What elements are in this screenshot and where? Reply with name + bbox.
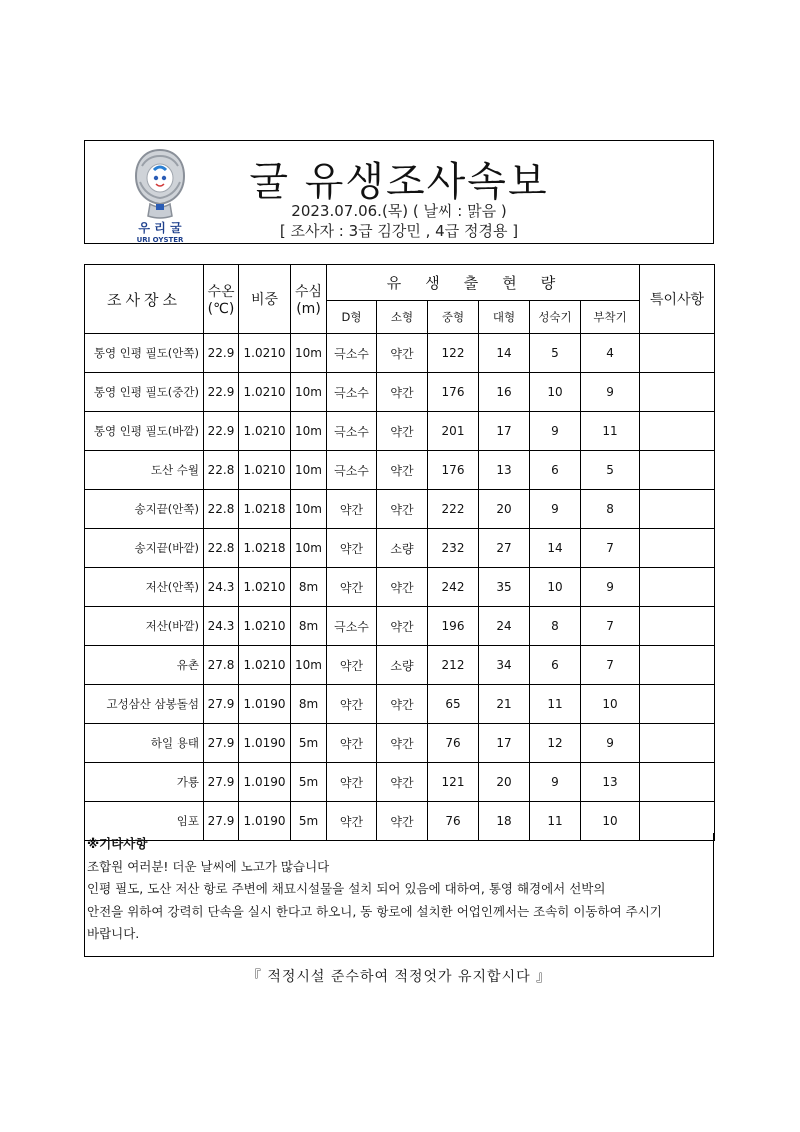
depth-cell: 5m bbox=[291, 763, 327, 802]
d-type-cell: 약간 bbox=[327, 802, 377, 841]
temp-cell: 27.9 bbox=[204, 763, 239, 802]
notes-line: 조합원 여러분! 더운 날씨에 노고가 많습니다 bbox=[87, 858, 330, 874]
medium-cell: 212 bbox=[428, 646, 479, 685]
sg-cell: 1.0190 bbox=[239, 685, 291, 724]
large-cell: 17 bbox=[479, 724, 530, 763]
col-small-header: 소형 bbox=[377, 301, 428, 334]
medium-cell: 121 bbox=[428, 763, 479, 802]
notes-heading: ※기타사항 bbox=[87, 836, 148, 851]
sg-cell: 1.0190 bbox=[239, 724, 291, 763]
temp-cell: 22.8 bbox=[204, 529, 239, 568]
attachment-cell: 4 bbox=[581, 334, 640, 373]
small-cell: 약간 bbox=[377, 568, 428, 607]
small-cell: 약간 bbox=[377, 802, 428, 841]
table-row bbox=[85, 607, 715, 646]
attachment-cell: 8 bbox=[581, 490, 640, 529]
medium-cell: 201 bbox=[428, 412, 479, 451]
medium-cell: 122 bbox=[428, 334, 479, 373]
logo-name-ko: 우 리 굴 bbox=[138, 221, 182, 235]
table-row bbox=[85, 763, 715, 802]
larvae-survey-table bbox=[84, 264, 715, 841]
sg-cell: 1.0210 bbox=[239, 412, 291, 451]
mature-cell: 5 bbox=[530, 334, 581, 373]
depth-cell: 10m bbox=[291, 529, 327, 568]
medium-cell: 176 bbox=[428, 373, 479, 412]
remark-cell bbox=[640, 763, 715, 802]
mature-cell: 9 bbox=[530, 412, 581, 451]
large-cell: 24 bbox=[479, 607, 530, 646]
medium-cell: 76 bbox=[428, 724, 479, 763]
medium-cell: 232 bbox=[428, 529, 479, 568]
sg-cell: 1.0190 bbox=[239, 763, 291, 802]
remark-cell bbox=[640, 529, 715, 568]
table-row bbox=[85, 490, 715, 529]
depth-cell: 8m bbox=[291, 685, 327, 724]
temp-cell: 27.8 bbox=[204, 646, 239, 685]
notes-line: 바랍니다. bbox=[87, 926, 140, 941]
temp-cell: 22.8 bbox=[204, 490, 239, 529]
location-cell: 저산(바깥) bbox=[85, 607, 204, 646]
table-row bbox=[85, 412, 715, 451]
attachment-cell: 9 bbox=[581, 373, 640, 412]
attachment-cell: 10 bbox=[581, 802, 640, 841]
d-type-cell: 약간 bbox=[327, 724, 377, 763]
remark-cell bbox=[640, 607, 715, 646]
mature-cell: 10 bbox=[530, 373, 581, 412]
d-type-cell: 약간 bbox=[327, 763, 377, 802]
temp-cell: 27.9 bbox=[204, 802, 239, 841]
mature-cell: 12 bbox=[530, 724, 581, 763]
large-cell: 14 bbox=[479, 334, 530, 373]
remark-cell bbox=[640, 412, 715, 451]
large-cell: 34 bbox=[479, 646, 530, 685]
attachment-cell: 7 bbox=[581, 529, 640, 568]
depth-cell: 8m bbox=[291, 607, 327, 646]
medium-cell: 242 bbox=[428, 568, 479, 607]
small-cell: 약간 bbox=[377, 724, 428, 763]
col-depth-header bbox=[291, 265, 327, 334]
temp-cell: 24.3 bbox=[204, 568, 239, 607]
col-large-header: 대형 bbox=[479, 301, 530, 334]
sg-cell: 1.0210 bbox=[239, 334, 291, 373]
col-specific-gravity-header: 비중 bbox=[239, 265, 291, 334]
location-cell: 고성삼산 삼봉돌섬 bbox=[85, 685, 204, 724]
location-cell: 도산 수월 bbox=[85, 451, 204, 490]
medium-cell: 76 bbox=[428, 802, 479, 841]
attachment-cell: 7 bbox=[581, 607, 640, 646]
sg-cell: 1.0218 bbox=[239, 529, 291, 568]
location-cell: 통영 인평 필도(안쪽) bbox=[85, 334, 204, 373]
mature-cell: 11 bbox=[530, 802, 581, 841]
mature-cell: 9 bbox=[530, 763, 581, 802]
temp-cell: 22.9 bbox=[204, 373, 239, 412]
mature-cell: 9 bbox=[530, 490, 581, 529]
small-cell: 약간 bbox=[377, 685, 428, 724]
location-cell: 하일 용태 bbox=[85, 724, 204, 763]
water-temp-unit: (℃) bbox=[207, 301, 235, 317]
notes-line: 인평 필도, 도산 저산 항로 주변에 채묘시설물을 설치 되어 있음에 대하여, 통영 해경에서 선박의 bbox=[87, 881, 606, 896]
remark-cell bbox=[640, 568, 715, 607]
depth-cell: 10m bbox=[291, 412, 327, 451]
sg-cell: 1.0210 bbox=[239, 607, 291, 646]
mature-cell: 8 bbox=[530, 607, 581, 646]
sg-cell: 1.0210 bbox=[239, 646, 291, 685]
table-row bbox=[85, 373, 715, 412]
col-d-type-header: D형 bbox=[327, 301, 377, 334]
mature-cell: 10 bbox=[530, 568, 581, 607]
mature-cell: 14 bbox=[530, 529, 581, 568]
depth-cell: 10m bbox=[291, 373, 327, 412]
location-cell: 송지끝(바깥) bbox=[85, 529, 204, 568]
attachment-cell: 13 bbox=[581, 763, 640, 802]
table-row bbox=[85, 568, 715, 607]
depth-cell: 5m bbox=[291, 724, 327, 763]
depth-label: 수심 bbox=[294, 284, 323, 300]
d-type-cell: 약간 bbox=[327, 685, 377, 724]
d-type-cell: 극소수 bbox=[327, 373, 377, 412]
temp-cell: 24.3 bbox=[204, 607, 239, 646]
d-type-cell: 약간 bbox=[327, 646, 377, 685]
attachment-cell: 11 bbox=[581, 412, 640, 451]
mature-cell: 6 bbox=[530, 451, 581, 490]
small-cell: 약간 bbox=[377, 412, 428, 451]
col-water-temp-header bbox=[204, 265, 239, 334]
sg-cell: 1.0190 bbox=[239, 802, 291, 841]
large-cell: 35 bbox=[479, 568, 530, 607]
small-cell: 약간 bbox=[377, 451, 428, 490]
temp-cell: 22.9 bbox=[204, 334, 239, 373]
table-row bbox=[85, 724, 715, 763]
d-type-cell: 약간 bbox=[327, 568, 377, 607]
temp-cell: 22.8 bbox=[204, 451, 239, 490]
medium-cell: 196 bbox=[428, 607, 479, 646]
col-attachment-header: 부착기 bbox=[581, 301, 640, 334]
attachment-cell: 9 bbox=[581, 568, 640, 607]
large-cell: 20 bbox=[479, 490, 530, 529]
remark-cell bbox=[640, 685, 715, 724]
location-cell: 통영 인평 필도(중간) bbox=[85, 373, 204, 412]
depth-cell: 10m bbox=[291, 490, 327, 529]
small-cell: 소량 bbox=[377, 646, 428, 685]
depth-cell: 10m bbox=[291, 451, 327, 490]
depth-cell: 5m bbox=[291, 802, 327, 841]
small-cell: 약간 bbox=[377, 607, 428, 646]
large-cell: 18 bbox=[479, 802, 530, 841]
remark-cell bbox=[640, 724, 715, 763]
sg-cell: 1.0210 bbox=[239, 373, 291, 412]
d-type-cell: 약간 bbox=[327, 529, 377, 568]
page-title: 굴 유생조사속보 bbox=[249, 159, 549, 205]
small-cell: 소량 bbox=[377, 529, 428, 568]
sg-cell: 1.0210 bbox=[239, 568, 291, 607]
d-type-cell: 극소수 bbox=[327, 451, 377, 490]
d-type-cell: 약간 bbox=[327, 490, 377, 529]
small-cell: 약간 bbox=[377, 373, 428, 412]
small-cell: 약간 bbox=[377, 334, 428, 373]
col-mature-header: 성숙기 bbox=[530, 301, 581, 334]
location-cell: 송지끝(안쪽) bbox=[85, 490, 204, 529]
logo-name-en: URI OYSTER bbox=[136, 236, 184, 244]
location-cell: 임포 bbox=[85, 802, 204, 841]
large-cell: 20 bbox=[479, 763, 530, 802]
depth-cell: 10m bbox=[291, 334, 327, 373]
large-cell: 13 bbox=[479, 451, 530, 490]
attachment-cell: 5 bbox=[581, 451, 640, 490]
location-cell: 저산(안쪽) bbox=[85, 568, 204, 607]
notes-section bbox=[84, 833, 714, 957]
large-cell: 27 bbox=[479, 529, 530, 568]
location-cell: 유촌 bbox=[85, 646, 204, 685]
d-type-cell: 극소수 bbox=[327, 334, 377, 373]
temp-cell: 27.9 bbox=[204, 685, 239, 724]
col-spawning-status-header: 유생출현량 bbox=[327, 265, 640, 301]
mature-cell: 6 bbox=[530, 646, 581, 685]
water-temp-label: 수온 bbox=[207, 284, 235, 300]
large-cell: 17 bbox=[479, 412, 530, 451]
slogan: 『 적정시설 준수하여 적정엇가 유지합시다 』 bbox=[246, 969, 552, 985]
depth-cell: 8m bbox=[291, 568, 327, 607]
location-cell: 가룡 bbox=[85, 763, 204, 802]
table-row bbox=[85, 646, 715, 685]
attachment-cell: 7 bbox=[581, 646, 640, 685]
notes-line: 안전을 위하여 강력히 단속을 실시 한다고 하오니, 동 항로에 설치한 어업인께서는 조속히 이동하여 주시기 bbox=[87, 903, 662, 919]
table-row bbox=[85, 334, 715, 373]
depth-cell: 10m bbox=[291, 646, 327, 685]
mature-cell: 11 bbox=[530, 685, 581, 724]
small-cell: 약간 bbox=[377, 490, 428, 529]
sg-cell: 1.0210 bbox=[239, 451, 291, 490]
large-cell: 21 bbox=[479, 685, 530, 724]
medium-cell: 176 bbox=[428, 451, 479, 490]
table-row bbox=[85, 685, 715, 724]
attachment-cell: 9 bbox=[581, 724, 640, 763]
remark-cell bbox=[640, 646, 715, 685]
table-row bbox=[85, 529, 715, 568]
small-cell: 약간 bbox=[377, 763, 428, 802]
sg-cell: 1.0218 bbox=[239, 490, 291, 529]
date-weather-line: 2023.07.06.(목) ( 날씨 : 맑음 ) bbox=[291, 202, 507, 220]
remark-cell bbox=[640, 451, 715, 490]
col-medium-header: 중형 bbox=[428, 301, 479, 334]
medium-cell: 222 bbox=[428, 490, 479, 529]
remark-cell bbox=[640, 334, 715, 373]
table-row bbox=[85, 451, 715, 490]
d-type-cell: 극소수 bbox=[327, 412, 377, 451]
remark-cell bbox=[640, 373, 715, 412]
d-type-cell: 극소수 bbox=[327, 607, 377, 646]
attachment-cell: 10 bbox=[581, 685, 640, 724]
temp-cell: 27.9 bbox=[204, 724, 239, 763]
surveyor-line: [ 조사자 : 3급 김강민 , 4급 정경용 ] bbox=[279, 222, 519, 240]
medium-cell: 65 bbox=[428, 685, 479, 724]
location-cell: 통영 인평 필도(바깥) bbox=[85, 412, 204, 451]
col-remarks-header: 특이사항 bbox=[640, 265, 715, 334]
temp-cell: 22.9 bbox=[204, 412, 239, 451]
large-cell: 16 bbox=[479, 373, 530, 412]
depth-unit: (m) bbox=[296, 301, 321, 317]
col-location-header: 조사장소 bbox=[85, 265, 204, 334]
remark-cell bbox=[640, 490, 715, 529]
